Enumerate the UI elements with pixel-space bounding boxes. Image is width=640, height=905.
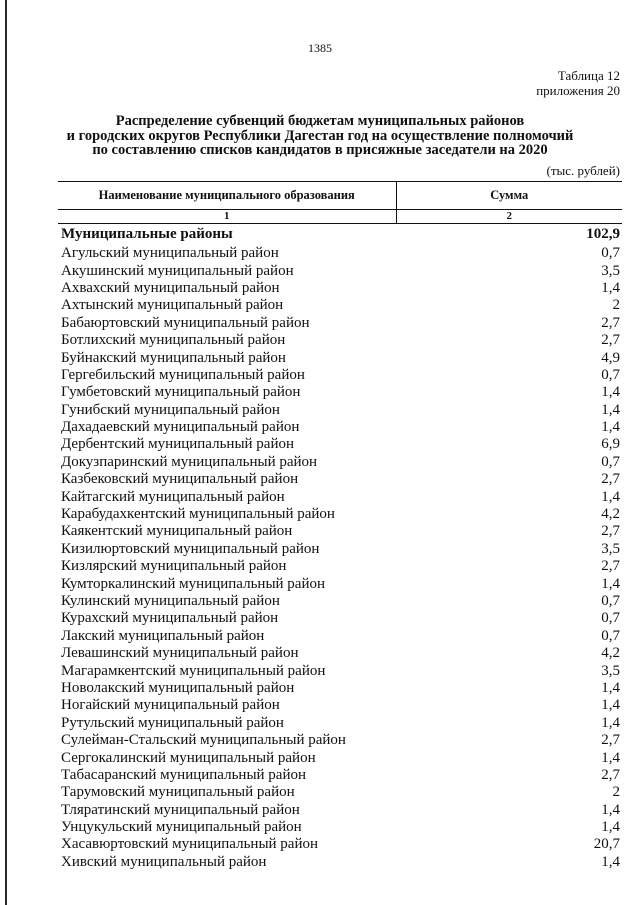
district-amount: 1,4 <box>601 419 620 436</box>
district-name: Хивский муниципальный район <box>61 853 267 870</box>
document-title-line-3: по составлению списков кандидатов в присяжные заседатели на 2020 <box>92 142 548 158</box>
district-amount: 1,4 <box>601 384 620 401</box>
table-row <box>58 715 622 732</box>
table-row <box>58 593 622 610</box>
district-amount: 1,4 <box>601 819 620 836</box>
district-amount: 2,7 <box>601 332 620 349</box>
district-amount: 2,7 <box>601 558 620 575</box>
district-name: Ахтынский муниципальный район <box>61 297 284 314</box>
district-amount: 1,4 <box>601 853 620 870</box>
scan-left-edge <box>5 0 7 905</box>
table-row <box>58 749 622 766</box>
district-name: Гунибский муниципальный район <box>61 401 280 418</box>
table-row <box>58 523 622 540</box>
units-label: (тыс. рублей) <box>546 163 620 178</box>
district-name: Докузпаринский муниципальный район <box>61 453 318 470</box>
district-amount: 1,4 <box>601 679 620 696</box>
district-amount: 0,7 <box>601 453 620 470</box>
table-row <box>58 802 622 819</box>
district-amount: 3,5 <box>601 662 620 679</box>
district-amount: 2,7 <box>601 471 620 488</box>
district-name: Кумторкалинский муниципальный район <box>61 575 326 592</box>
district-name: Унцукульский муниципальный район <box>61 819 302 836</box>
table-row <box>58 819 622 836</box>
district-amount: 3,5 <box>601 540 620 557</box>
district-amount: 4,9 <box>601 349 620 366</box>
table-row <box>58 506 622 523</box>
district-amount: 4,2 <box>601 645 620 662</box>
table-row <box>58 697 622 714</box>
table-row <box>58 767 622 784</box>
district-amount: 4,2 <box>601 506 620 523</box>
table-row <box>58 262 622 279</box>
table-row <box>58 628 622 645</box>
district-name: Магарамкентский муниципальный район <box>61 662 326 679</box>
table-header-row <box>58 182 622 210</box>
column-number-sum: 2 <box>396 210 622 224</box>
table-row <box>58 558 622 575</box>
district-amount: 2,7 <box>601 766 620 783</box>
district-amount: 2,7 <box>601 314 620 331</box>
table-row <box>58 471 622 488</box>
district-amount: 1,4 <box>601 401 620 418</box>
district-name: Лакский муниципальный район <box>61 627 265 644</box>
table-row <box>58 645 622 662</box>
district-amount: 3,5 <box>601 262 620 279</box>
district-amount: 1,4 <box>601 279 620 296</box>
district-amount: 0,7 <box>601 593 620 609</box>
document-title-line-2: и городских округов Республики Дагестан год на осуществление полномочий <box>66 127 574 144</box>
district-name: Карабудахкентский муниципальный район <box>61 506 335 523</box>
district-amount: 0,7 <box>601 627 620 644</box>
district-amount: 1,4 <box>601 749 620 766</box>
district-name: Каякентский муниципальный район <box>61 523 293 540</box>
district-name: Левашинский муниципальный район <box>61 645 299 662</box>
district-name: Ахвахский муниципальный район <box>61 279 280 296</box>
district-name: Кизлярский муниципальный район <box>61 558 287 575</box>
table-row <box>58 680 622 697</box>
district-amount: 2 <box>612 297 620 314</box>
district-name: Рутульский муниципальный район <box>61 714 284 731</box>
table-row <box>58 384 622 401</box>
table-row <box>58 575 622 592</box>
district-name: Кайтагский муниципальный район <box>61 488 285 505</box>
district-name: Кулинский муниципальный район <box>61 593 280 609</box>
district-name: Дербентский муниципальный район <box>61 436 295 453</box>
table-row <box>58 836 622 853</box>
district-amount: 0,7 <box>601 245 620 262</box>
district-name: Ногайский муниципальный район <box>61 697 280 714</box>
district-amount: 1,4 <box>601 575 620 592</box>
table-row <box>58 436 622 453</box>
district-name: Бабаюртовский муниципальный район <box>61 314 310 331</box>
table-row <box>58 610 622 627</box>
district-amount: 6,9 <box>601 436 620 453</box>
document-title <box>60 114 580 158</box>
column-number-name: 1 <box>58 210 396 224</box>
district-name: Казбековский муниципальный район <box>61 471 299 488</box>
table-row <box>58 854 622 871</box>
table-row <box>58 332 622 349</box>
district-name: Гергебильский муниципальный район <box>61 366 305 383</box>
table-row <box>58 297 622 314</box>
district-name: Акушинский муниципальный район <box>61 262 294 279</box>
district-name: Сергокалинский муниципальный район <box>61 749 316 766</box>
table-row <box>58 732 622 749</box>
subvention-table <box>58 181 622 871</box>
district-name: Тляратинский муниципальный район <box>61 801 300 818</box>
district-amount: 2 <box>612 784 620 801</box>
district-name: Табасаранский муниципальный район <box>61 766 307 783</box>
table-row <box>58 488 622 505</box>
table-row <box>58 454 622 471</box>
district-name: Буйнакский муниципальный район <box>61 349 286 366</box>
table-row <box>58 315 622 332</box>
district-amount: 0,7 <box>601 366 620 383</box>
column-number-row <box>58 210 622 224</box>
district-name: Агульский муниципальный район <box>61 245 279 262</box>
table-caption-line-2: приложения 20 <box>536 83 620 98</box>
table-row <box>58 280 622 297</box>
table-row <box>58 402 622 419</box>
table-row <box>58 367 622 384</box>
district-amount: 1,4 <box>601 488 620 505</box>
district-amount: 0,7 <box>601 610 620 627</box>
district-name: Гумбетовский муниципальный район <box>61 384 301 401</box>
column-header-sum: Сумма <box>396 182 622 210</box>
district-name: Дахадаевский муниципальный район <box>61 419 300 436</box>
column-header-name: Наименование муниципального образования <box>58 182 396 210</box>
table-row <box>58 662 622 679</box>
table-body <box>58 224 622 872</box>
table-row <box>58 349 622 366</box>
page-number: 1385 <box>308 41 332 55</box>
total-label: Муниципальные районы <box>61 226 233 242</box>
table-caption <box>536 68 620 98</box>
document-title-line-1: Распределение субвенций бюджетам муниципальных районов <box>115 113 525 129</box>
district-amount: 20,7 <box>593 836 620 853</box>
district-name: Курахский муниципальный район <box>61 610 279 627</box>
district-name: Новолакский муниципальный район <box>61 679 295 696</box>
table-row <box>58 245 622 262</box>
total-row <box>58 224 622 246</box>
district-name: Тарумовский муниципальный район <box>61 784 295 801</box>
table-row <box>58 419 622 436</box>
table-row <box>58 784 622 801</box>
district-amount: 1,4 <box>601 714 620 731</box>
table-caption-line-1: Таблица 12 <box>557 68 620 83</box>
total-value: 102,9 <box>586 226 620 242</box>
district-amount: 2,7 <box>601 732 620 749</box>
table-row <box>58 541 622 558</box>
district-name: Сулейман-Стальский муниципальный район <box>61 732 346 749</box>
district-name: Ботлихский муниципальный район <box>61 332 286 349</box>
district-amount: 1,4 <box>601 697 620 714</box>
district-amount: 2,7 <box>601 523 620 540</box>
district-name: Хасавюртовский муниципальный район <box>61 836 319 853</box>
district-amount: 1,4 <box>601 801 620 818</box>
district-name: Кизилюртовский муниципальный район <box>61 540 320 557</box>
